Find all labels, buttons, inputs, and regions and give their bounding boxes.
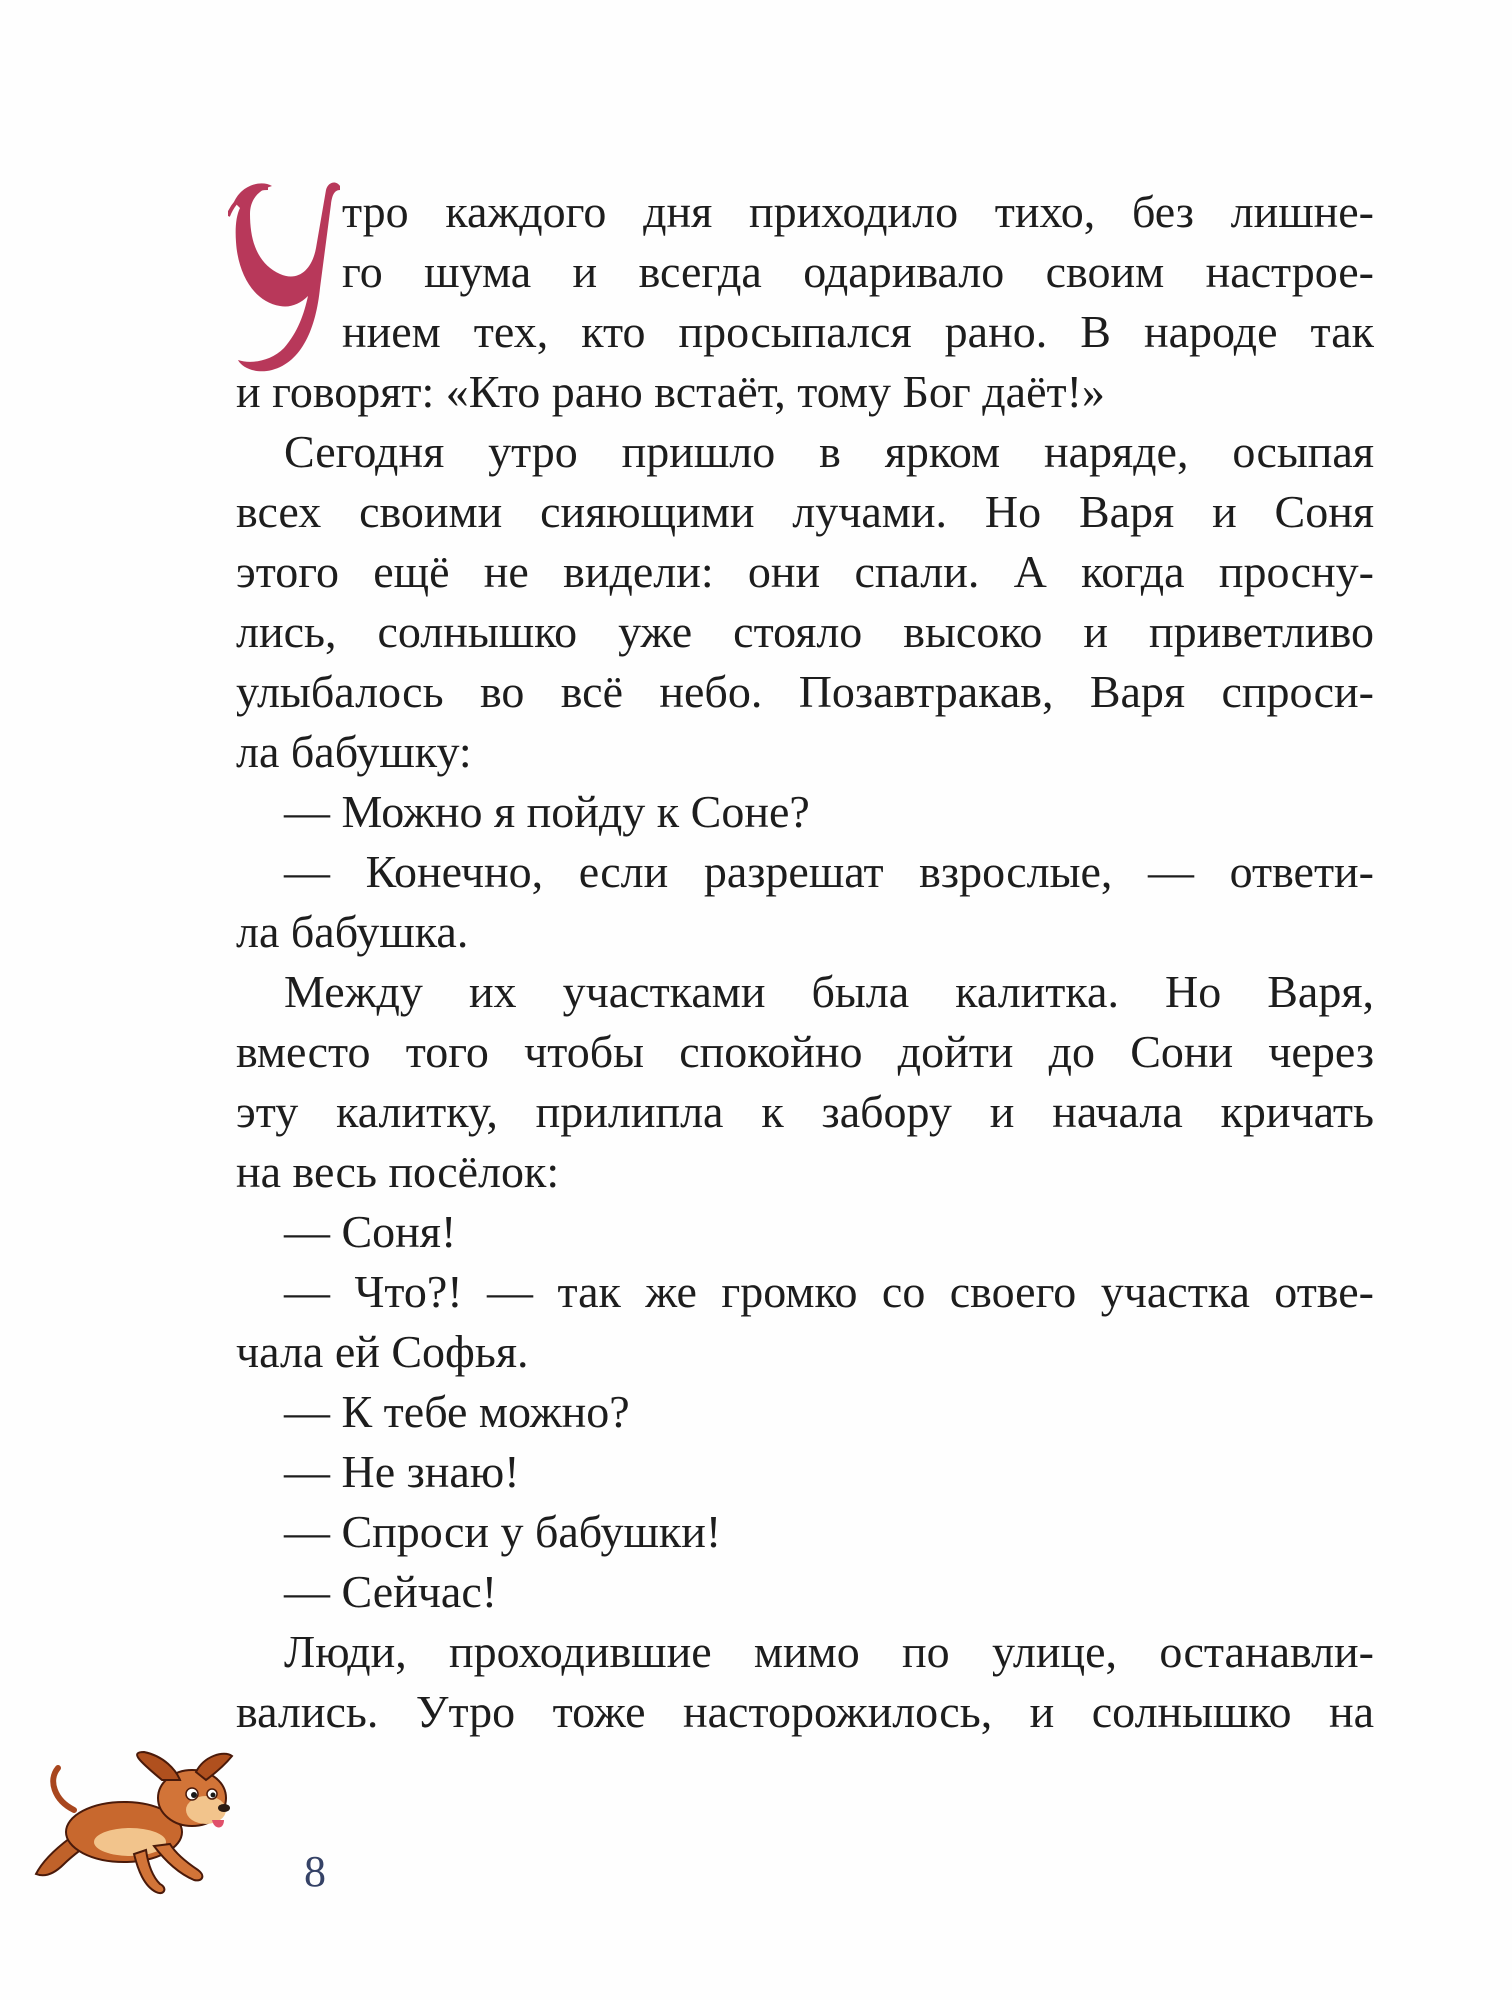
text-line: — Не знаю!: [284, 1446, 520, 1497]
text-line: эту калитку, прилипла к забору и начала кричать: [236, 1086, 1374, 1137]
text-line: — Что?! — так же громко со своего участка отве-: [284, 1266, 1374, 1317]
text-line: вместо того чтобы спокойно дойти до Сони через: [236, 1026, 1374, 1077]
text-line: и говорят: «Кто рано встаёт, тому Бог даёт!»: [236, 366, 1105, 417]
text-line: нием тех, кто просыпался рано. В народе так: [342, 306, 1374, 357]
text-line: — Сейчас!: [284, 1566, 498, 1617]
text-line: — Спроси у бабушки!: [284, 1506, 722, 1557]
text-line: — Конечно, если разрешат взрослые, — ответи-: [284, 846, 1374, 897]
text-line: всех своими сияющими лучами. Но Варя и Соня: [236, 486, 1374, 537]
text-line: вались. Утро тоже насторожилось, и солнышко на: [236, 1686, 1374, 1737]
text-line: го шума и всегда одаривало своим настрое-: [342, 246, 1374, 297]
text-line: Люди, проходившие мимо по улице, останавли-: [284, 1626, 1374, 1677]
text-line: этого ещё не видели: они спали. А когда просну-: [236, 546, 1374, 597]
text-line: — Можно я пойду к Соне?: [284, 786, 810, 837]
first-paragraph-opening: [236, 182, 1374, 362]
text-line: лись, солнышко уже стояло высоко и приветливо: [236, 606, 1374, 657]
text-line: Сегодня утро пришло в ярком наряде, осыпая: [284, 426, 1374, 477]
text-lines: [236, 362, 1374, 1742]
text-line: на весь посёлок:: [236, 1146, 560, 1197]
text-line: тро каждого дня приходило тихо, без лишне-: [342, 186, 1374, 237]
text-line: — Соня!: [284, 1206, 457, 1257]
page-number: 8: [304, 1847, 326, 1896]
puppy-illustration: [34, 1750, 264, 1900]
text-line: — К тебе можно?: [284, 1386, 630, 1437]
text-line: чала ей Софья.: [236, 1326, 529, 1377]
text-line: Между их участками была калитка. Но Варя,: [284, 966, 1374, 1017]
text-line: ла бабушка.: [236, 906, 469, 957]
text-line: ла бабушку:: [236, 726, 472, 777]
text-line: улыбалось во всё небо. Позавтракав, Варя спроси-: [236, 666, 1374, 717]
body-text: [236, 182, 1374, 1742]
